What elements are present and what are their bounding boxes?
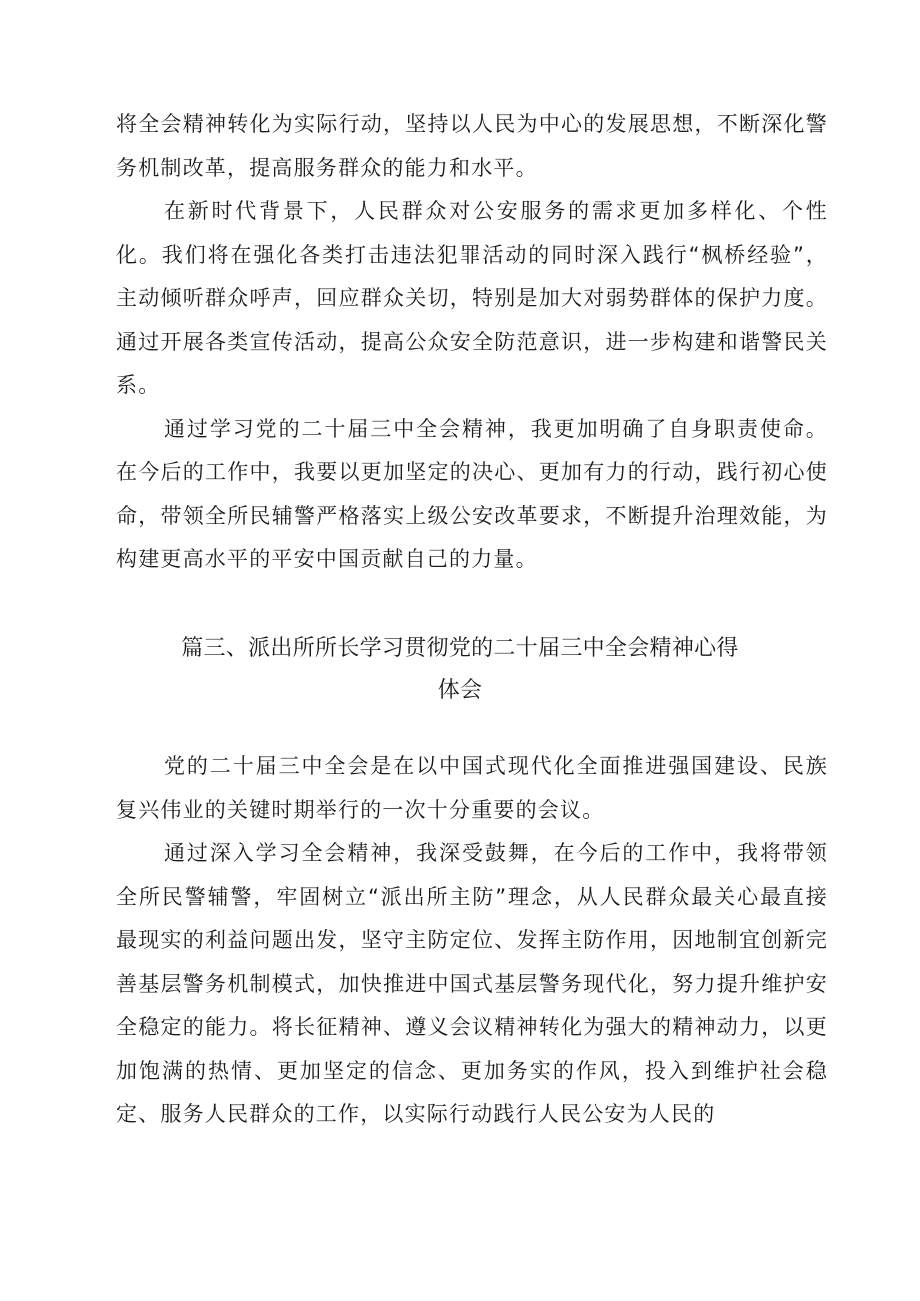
paragraph-study-commitment: 通过深入学习全会精神，我深受鼓舞，在今后的工作中，我将带领全所民警辅警，牢固树立“派出所主防”理念，从人民群众最关心最直接最现实的利益问题出发，坚守主防定位、发挥主防作用，因地制宜创新完善基层警务机制模式，加快推进中国式基层警务现代化，努力提升维护安全稳定的能力。将长征精神、遵义会议精神转化为强大的精神动力，以更加饱满的热情、更加坚定的信念、更加务实的作风，投入到维护社会稳定、服务人民群众的工作，以实际行动践行人民公安为人民的 [116,841,828,1126]
section-heading [140,628,780,712]
heading-line-2: 体会 [437,678,483,703]
paragraph-new-era: 在新时代背景下，人民群众对公安服务的需求更加多样化、个性化。我们将在强化各类打击违法犯罪活动的同时深入践行“枫桥经验”，主动倾听群众呼声，回应群众关切，特别是加大对弱势群体的保护力度。通过开展各类宣传活动，提高公众安全防范意识，进一步构建和谐警民关系。 [116,199,828,397]
paragraph-continuation: 将全会精神转化为实际行动，坚持以人民为中心的发展思想，不断深化警务机制改革，提高服务群众的能力和水平。 [116,112,828,180]
paragraph-plenum-intro: 党的二十届三中全会是在以中国式现代化全面推进强国建设、民族复兴伟业的关键时期举行的一次十分重要的会议。 [116,754,828,822]
paragraph-study-summary: 通过学习党的二十届三中全会精神，我更加明确了自身职责使命。在今后的工作中，我要以更加坚定的决心、更加有力的行动，践行初心使命，带领全所民辅警严格落实上级公安改革要求，不断提升治理效能，为构建更高水平的平安中国贡献自己的力量。 [116,416,828,571]
heading-line-1: 篇三、派出所所长学习贯彻党的二十届三中全会精神心得 [181,636,739,661]
section-one-text [116,103,828,582]
section-two-text [116,745,828,1137]
